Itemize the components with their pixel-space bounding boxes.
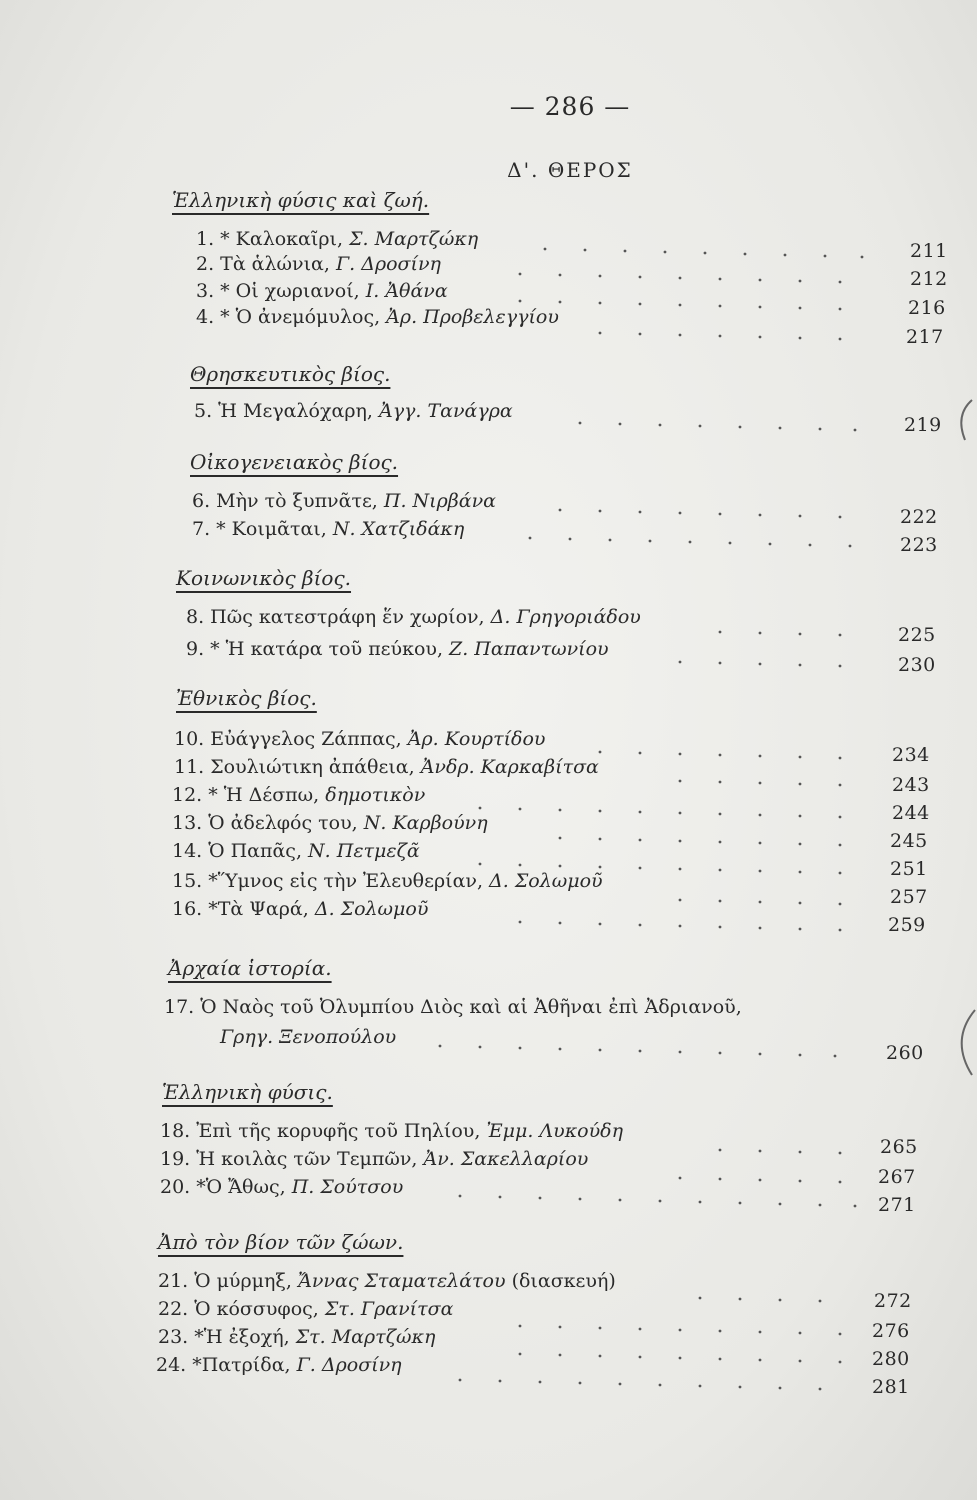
entry-title: * Ὁ ἀνεμόμυλος,: [220, 306, 381, 328]
entry-number: 3.: [196, 280, 215, 302]
entry-title: * Οἱ χωριανοί,: [220, 280, 360, 302]
entry-author: Σ. Μαρτζώκη: [349, 228, 479, 250]
edge-mark: [962, 1010, 975, 1075]
entry-title: *Τὰ Ψαρά,: [208, 898, 309, 920]
entry-number: 10.: [174, 728, 205, 750]
entry-author: Ἀνδρ. Καρκαβίτσα: [420, 756, 599, 778]
entry-number: 2.: [196, 253, 215, 275]
leader-7: [529, 537, 852, 548]
entry-author: Ι. Ἀθάνα: [365, 280, 448, 302]
entry-title: Ὁ μύρμηξ,: [194, 1270, 292, 1292]
entry-title: * Ἡ κατάρα τοῦ πεύκου,: [210, 638, 443, 660]
entry-page: 223: [900, 534, 938, 556]
leader-17: [439, 1045, 837, 1058]
entry-author: Π. Σούτσου: [291, 1176, 404, 1198]
entry-title: *Πατρίδα,: [192, 1354, 291, 1376]
entry-author-continuation: Γρηγ. Ξενοπούλου: [220, 1026, 397, 1048]
entry-page: 281: [872, 1376, 910, 1398]
leader-3: [519, 300, 842, 311]
entry-number: 8.: [186, 606, 205, 628]
entry-page: 216: [908, 297, 946, 319]
entry-page: 225: [898, 624, 936, 646]
leader-14: [479, 863, 842, 875]
chapter-title: Δ'. ΘΕΡΟΣ: [507, 158, 633, 182]
entry-page: 230: [898, 654, 936, 676]
leader-16: [519, 921, 842, 932]
entry-title: Τὰ ἁλώνια,: [220, 253, 330, 275]
entry-page: 272: [874, 1290, 912, 1312]
leader-8: [719, 631, 842, 637]
leader-2: [519, 273, 842, 284]
entry-page: 217: [906, 326, 944, 348]
entry-number: 6.: [192, 490, 211, 512]
leader-23: [519, 1353, 842, 1364]
entry-number: 19.: [160, 1148, 191, 1170]
entry-page: 222: [900, 506, 938, 528]
entry-title: Ὁ Παπᾶς,: [208, 840, 302, 862]
entry-number: 14.: [172, 840, 203, 862]
entry-author: Ν. Πετμεζᾶ: [308, 840, 420, 862]
entry-number: 9.: [186, 638, 205, 660]
leader-12: [479, 807, 842, 819]
entry-title: Ὁ Ναὸς τοῦ Ὀλυμπίου Διὸς καὶ αἱ Ἀθῆναι ἐπὶ Ἀδριανοῦ,: [200, 996, 742, 1018]
section-heading: Ἀρχαία ἱστορία.: [168, 956, 332, 980]
entry-title: * Ἡ Δέσπω,: [208, 784, 320, 806]
entry-title: Ἡ Μεγαλόχαρη,: [218, 400, 373, 422]
entry-title: Σουλιώτικη ἀπάθεια,: [210, 756, 415, 778]
entry-page: 244: [892, 802, 930, 824]
entry-author: Ἀρ. Κουρτίδου: [407, 728, 546, 750]
leader-21: [699, 1297, 822, 1303]
entry-title: Εὐάγγελος Ζάππας,: [210, 728, 402, 750]
entry-number: 16.: [172, 898, 203, 920]
entry-title: * Καλοκαῖρι,: [220, 228, 344, 250]
entry-number: 20.: [160, 1176, 191, 1198]
entry-title: *Ὁ Ἄθως,: [196, 1176, 286, 1198]
leader-22: [519, 1325, 842, 1336]
entry-author: Ζ. Παπαντωνίου: [449, 638, 609, 660]
entry-page: 211: [910, 240, 948, 262]
entry-title: Ἡ κοιλὰς τῶν Τεμπῶν,: [196, 1148, 418, 1170]
leader-6: [559, 509, 842, 519]
entry-author: Ν. Καρβούνη: [363, 812, 488, 834]
entry-number: 12.: [172, 784, 203, 806]
entry-number: 1.: [196, 228, 215, 250]
leader-18: [719, 1149, 842, 1155]
entry-page: 212: [910, 268, 948, 290]
entry-page: 245: [890, 830, 928, 852]
entry-title: *Ὕμνος εἰς τὴν Ἐλευθερίαν,: [208, 870, 483, 892]
entry-author: Ἄννας Σταματελάτου: [297, 1270, 506, 1292]
entry-number: 13.: [172, 812, 203, 834]
leader-15: [679, 899, 842, 906]
entry-number: 15.: [172, 870, 203, 892]
section-heading: Κοινωνικὸς βίος.: [176, 566, 352, 590]
entry-page: 265: [880, 1136, 918, 1158]
entry-page: 276: [872, 1320, 910, 1342]
entry-number: 18.: [160, 1120, 191, 1142]
leader-9: [679, 661, 842, 668]
entry-author: Π. Νιρβάνα: [383, 490, 496, 512]
entry-author: Ἀγγ. Τανάγρα: [378, 400, 513, 422]
entry-title: Μὴν τὸ ξυπνᾶτε,: [216, 490, 378, 512]
leader-11: [679, 780, 842, 787]
entry-author: Γ. Δροσίνη: [335, 253, 441, 275]
leader-4: [599, 332, 842, 341]
section-heading: Θρησκευτικὸς βίος.: [190, 362, 391, 386]
entry-author: δημοτικὸν: [325, 784, 426, 806]
entry-title: *Ἡ ἐξοχή,: [194, 1326, 290, 1348]
section-heading: Ἑλληνικὴ φύσις.: [162, 1080, 333, 1104]
entry-page: 257: [890, 886, 928, 908]
entry-author: Δ. Γρηγοριάδου: [490, 606, 641, 628]
entry-author: Ἐμμ. Λυκούδη: [486, 1120, 623, 1142]
entry-page: 234: [892, 744, 930, 766]
section-heading: Οἰκογενειακὸς βίος.: [190, 450, 399, 474]
page-number: — 286 —: [509, 92, 631, 121]
entry-title: Ὁ κόσσυφος,: [194, 1298, 319, 1320]
entry-page: 251: [890, 858, 928, 880]
leader-5: [579, 422, 857, 432]
entry-title: Ὁ ἀδελφός του,: [208, 812, 358, 834]
leader-20: [459, 1195, 857, 1208]
leader-19: [679, 1177, 842, 1184]
entry-page: 267: [878, 1166, 916, 1188]
entry-title: Ἐπὶ τῆς κορυφῆς τοῦ Πηλίου,: [196, 1120, 481, 1142]
entry-page: 271: [878, 1194, 916, 1216]
leader-13: [559, 837, 842, 847]
entry-author: Δ. Σολωμοῦ: [314, 898, 429, 920]
entry-page: 219: [904, 414, 942, 436]
entry-author: Γ. Δροσίνη: [296, 1354, 402, 1376]
entry-note: (διασκευή): [511, 1270, 616, 1292]
section-heading: Ἑλληνικὴ φύσις καὶ ζωή.: [172, 188, 430, 212]
entry-number: 17.: [164, 996, 195, 1018]
entry-author: Στ. Γρανίτσα: [324, 1298, 454, 1320]
entry-number: 7.: [192, 518, 211, 540]
entry-page: 280: [872, 1348, 910, 1370]
section-heading: Ἀπὸ τὸν βίον τῶν ζώων.: [158, 1230, 404, 1254]
entry-title: * Κοιμᾶται,: [216, 518, 327, 540]
entry-author: Στ. Μαρτζώκη: [295, 1326, 436, 1348]
entry-number: 5.: [194, 400, 213, 422]
entry-author: Ἀρ. Προβελεγγίου: [386, 306, 559, 328]
entry-number: 23.: [158, 1326, 189, 1348]
entry-page: 243: [892, 774, 930, 796]
entry-number: 22.: [158, 1298, 189, 1320]
entry-author: Δ. Σολωμοῦ: [489, 870, 603, 892]
leader-1: [544, 248, 864, 259]
edge-mark: [961, 400, 972, 440]
entry-title: Πῶς κατεστράφη ἕν χωρίον,: [210, 606, 485, 628]
entry-number: 4.: [196, 306, 215, 328]
entry-page: 259: [888, 914, 926, 936]
section-heading: Ἐθνικὸς βίος.: [176, 686, 317, 710]
leader-24: [459, 1379, 822, 1391]
entry-number: 11.: [174, 756, 205, 778]
entry-author: Ν. Χατζιδάκη: [332, 518, 465, 540]
entry-number: 21.: [158, 1270, 189, 1292]
entry-number: 24.: [156, 1354, 187, 1376]
leader-10: [599, 751, 842, 760]
entry-author: Ἀν. Σακελλαρίου: [423, 1148, 589, 1170]
entry-page: 260: [886, 1042, 924, 1064]
